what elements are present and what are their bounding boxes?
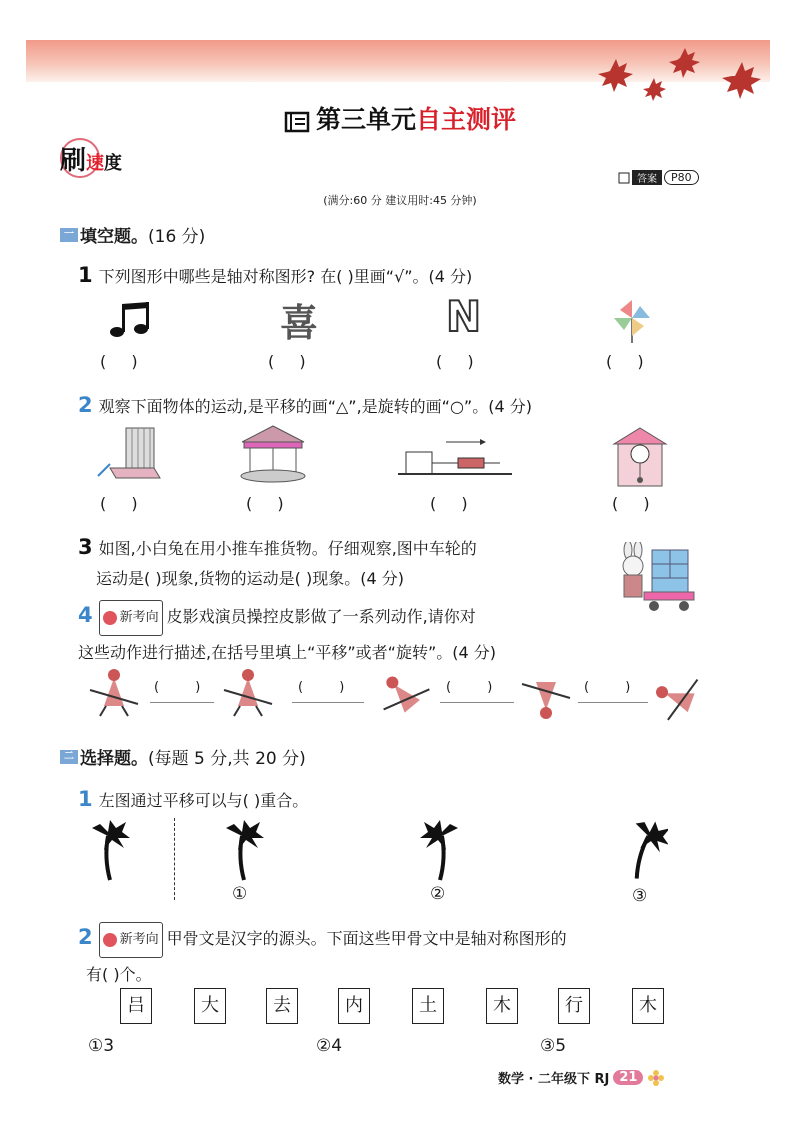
oracle-char-2: 大 xyxy=(194,988,226,1024)
s1-q3 xyxy=(78,532,618,594)
s1-q2-blank-3[interactable]: ( ) xyxy=(430,494,478,513)
oracle-char-6: 木 xyxy=(486,988,518,1024)
document-icon xyxy=(618,172,630,184)
s2-q2-number: 2 xyxy=(78,925,93,949)
s1-q2-blank-4[interactable]: ( ) xyxy=(612,494,660,513)
s1-q2-text: 观察下面物体的运动,是平移的画“△”,是旋转的画“○”。(4 分) xyxy=(98,397,532,416)
shadow-puppet-1 xyxy=(86,666,142,718)
s1-q4-blank-2[interactable]: ( ) xyxy=(298,680,361,695)
section-2-heading xyxy=(60,744,306,769)
s1-q4-blank-3[interactable]: ( ) xyxy=(446,680,509,695)
arrow-3 xyxy=(440,702,514,703)
s1-q2 xyxy=(78,392,532,420)
palm-tree-option-2 xyxy=(418,818,462,882)
arrow-4 xyxy=(578,702,648,703)
s2-q1-text: 左图通过平移可以与( )重合。 xyxy=(98,791,309,810)
divider-dashed-line xyxy=(174,818,175,900)
s2-q2-line2: 有( )个。 xyxy=(86,964,152,984)
s2-q2-option-3[interactable]: ③5 xyxy=(540,1036,567,1056)
title-red-text: 自主测评 xyxy=(416,105,517,134)
elevator-door-icon xyxy=(96,424,162,484)
maple-leaves-decoration xyxy=(570,36,770,106)
s1-q4 xyxy=(78,598,678,670)
s1-q2-blank-2[interactable]: ( ) xyxy=(246,494,294,513)
brush-black-char: 度 xyxy=(104,153,123,174)
tag-dot-icon xyxy=(103,611,117,625)
section-1-points: (16 分) xyxy=(148,227,206,247)
xi-character-figure: 喜 xyxy=(280,300,319,345)
notebook-icon xyxy=(284,110,312,134)
section-1-heading xyxy=(60,222,205,247)
oracle-char-1: 吕 xyxy=(120,988,152,1024)
s2-q1-option-3[interactable]: ③ xyxy=(632,886,648,906)
page-footer xyxy=(498,1068,665,1087)
s2-q1-option-2[interactable]: ② xyxy=(430,884,446,904)
s2-q1 xyxy=(78,786,308,814)
answer-page-tag xyxy=(618,170,699,185)
brush-main-char: 刷 xyxy=(60,146,87,176)
s2-q2-line1: 甲骨文是汉字的源头。下面这些甲骨文中是轴对称图形的 xyxy=(166,929,567,948)
s2-q1-number: 1 xyxy=(78,787,93,811)
carousel-icon xyxy=(238,422,308,484)
new-trend-tag xyxy=(99,600,163,636)
title-black-text: 第三单元 xyxy=(315,105,416,134)
brush-red-char: 速 xyxy=(86,153,105,174)
oracle-char-4: 内 xyxy=(338,988,370,1024)
s1-q1 xyxy=(78,262,472,290)
pinwheel-icon xyxy=(610,296,654,344)
s1-q2-number: 2 xyxy=(78,393,93,417)
palm-tree-option-1 xyxy=(222,818,266,882)
music-note-icon xyxy=(108,300,152,340)
s1-q1-blank-2[interactable]: ( ) xyxy=(268,352,316,371)
page-number: 21 xyxy=(613,1070,643,1085)
s2-q2-option-2[interactable]: ②4 xyxy=(316,1036,343,1056)
letter-n-figure: N xyxy=(446,292,482,341)
shadow-puppet-2 xyxy=(220,666,276,718)
section-1-title: 填空题。 xyxy=(80,227,148,247)
pendulum-clock-icon xyxy=(612,426,668,488)
s1-q1-blank-4[interactable]: ( ) xyxy=(606,352,654,371)
new-trend-tag-2 xyxy=(99,922,163,958)
brush-speed-label xyxy=(60,140,122,177)
s1-q3-line2: 运动是( )现象,货物的运动是( )现象。(4 分) xyxy=(96,569,404,588)
page-title xyxy=(0,100,800,136)
tag-dot-icon xyxy=(103,933,117,947)
section-2-title: 选择题。 xyxy=(80,749,148,769)
arrow-1 xyxy=(150,702,214,703)
flower-icon xyxy=(647,1069,665,1087)
answer-tag-label: 答案 xyxy=(632,170,662,185)
answer-page: P80 xyxy=(664,170,699,185)
s1-q1-blank-1[interactable]: ( ) xyxy=(100,352,148,371)
s1-q4-line1: 皮影戏演员操控皮影做了一系列动作,请你对 xyxy=(166,607,476,626)
oracle-char-5: 土 xyxy=(412,988,444,1024)
new-trend-tag-text: 新考向 xyxy=(119,931,159,947)
arrow-2 xyxy=(292,702,364,703)
s2-q1-option-1[interactable]: ① xyxy=(232,884,248,904)
s1-q4-blank-4[interactable]: ( ) xyxy=(584,680,647,695)
s1-q4-blank-1[interactable]: ( ) xyxy=(154,680,217,695)
oracle-char-8: 木 xyxy=(632,988,664,1024)
s1-q4-number: 4 xyxy=(78,603,93,627)
s1-q1-blank-3[interactable]: ( ) xyxy=(436,352,484,371)
new-trend-tag-text: 新考向 xyxy=(119,609,159,625)
shadow-puppet-3 xyxy=(372,668,432,720)
s1-q1-number: 1 xyxy=(78,263,93,287)
s1-q3-line1: 如图,小白兔在用小推车推货物。仔细观察,图中车轮的 xyxy=(98,539,477,558)
shadow-puppet-5 xyxy=(650,670,706,726)
shadow-puppet-4 xyxy=(516,668,576,724)
s1-q1-text: 下列图形中哪些是轴对称图形? 在( )里画“√”。(4 分) xyxy=(98,267,473,286)
s1-q3-number: 3 xyxy=(78,535,93,559)
s1-q4-line2: 这些动作进行描述,在括号里填上“平移”或者“旋转”。(4 分) xyxy=(78,642,496,662)
exam-info: (满分:60 分 建议用时:45 分钟) xyxy=(323,194,477,207)
section-2-points: (每题 5 分,共 20 分) xyxy=(148,749,306,769)
s1-q2-blank-1[interactable]: ( ) xyxy=(100,494,148,513)
s2-q2 xyxy=(78,920,708,992)
sliding-block-icon xyxy=(396,432,514,482)
s2-q2-option-1[interactable]: ①3 xyxy=(88,1036,115,1056)
palm-tree-option-3 xyxy=(624,818,668,882)
footer-subject: 数学 · 二年级下 RJ xyxy=(498,1072,610,1087)
section-1-mark: 一 xyxy=(60,228,78,242)
oracle-char-7: 行 xyxy=(558,988,590,1024)
oracle-char-3: 去 xyxy=(266,988,298,1024)
palm-tree-original xyxy=(88,818,132,882)
section-2-mark: 二 xyxy=(60,750,78,764)
